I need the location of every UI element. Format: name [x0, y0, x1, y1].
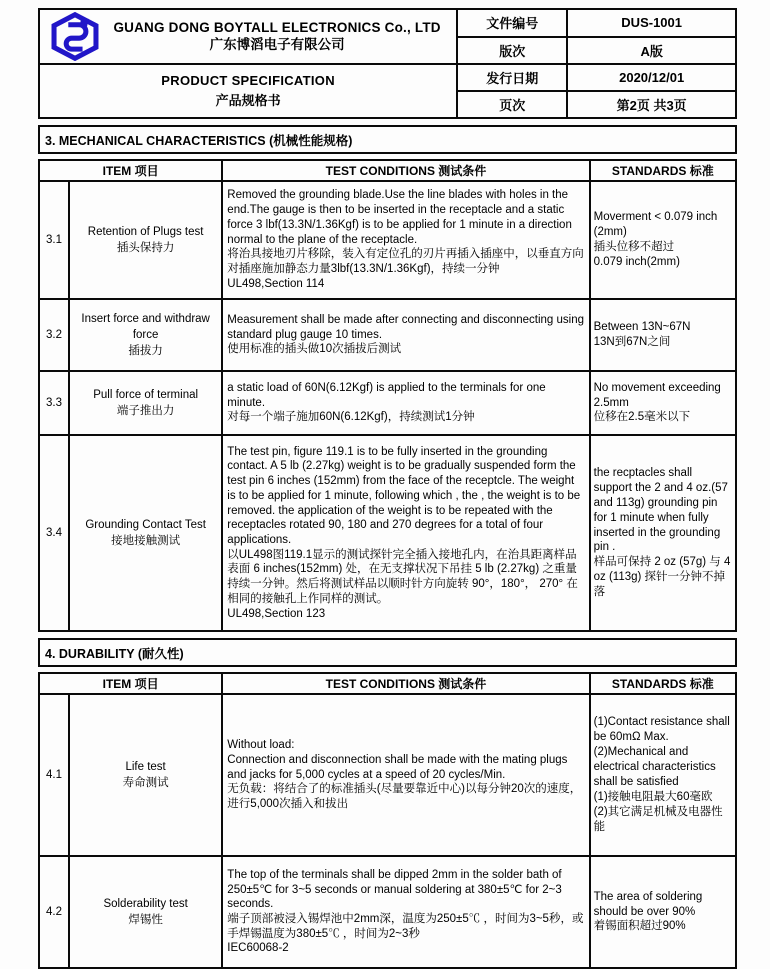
standards-cell — [590, 856, 736, 968]
standards-cell — [590, 299, 736, 371]
item-line: Retention of Plugs test — [87, 225, 204, 238]
standards-cell — [590, 435, 736, 631]
condition-paragraph: Measurement shall be made after connecting and disconnecting using standard plug gauge 10 times. — [227, 313, 585, 341]
info-value-revision: A版 — [567, 37, 736, 65]
test-conditions-cell — [222, 435, 589, 631]
row-number-cell: 3.2 — [39, 299, 69, 371]
item-line: Insert force and withdraw force — [81, 312, 210, 341]
test-conditions-cell — [222, 181, 589, 299]
info-label-doc-number: 文件编号 — [457, 9, 567, 37]
spec-row — [39, 181, 736, 299]
section-title-durability: 4. DURABILITY (耐久性) — [38, 638, 737, 667]
item-line: 端子推出力 — [116, 405, 175, 417]
item-line: Solderability test — [103, 897, 188, 910]
row-number-cell: 3.4 — [39, 435, 69, 631]
document-title-cell — [39, 64, 457, 118]
info-value-issue-date: 2020/12/01 — [567, 64, 736, 91]
info-label-page: 页次 — [457, 91, 567, 118]
condition-paragraph: IEC60068-2 — [227, 942, 289, 955]
condition-paragraph: 无负载：将结合了的标准插头(尽量要靠近中心)以每分钟20次的速度，进行5,000次插入和拔出 — [227, 783, 582, 811]
condition-paragraph: Connection and disconnection shall be made with the mating plugs and jacks for 5,000 cycles at a speed of 20 cycles/Min. — [227, 753, 568, 781]
mechanical-characteristics-table — [38, 159, 737, 632]
spec-row — [39, 856, 736, 968]
document-title-cn: 产品规格书 — [215, 93, 281, 108]
section-title-mechanical: 3. MECHANICAL CHARACTERISTICS (机械性能规格) — [38, 125, 737, 154]
spec-row — [39, 435, 736, 631]
document-header — [38, 8, 737, 119]
condition-paragraph: Removed the grounding blade.Use the line blades with holes in the end.The gauge is then to be inserted in the receptacle and a static force 3 lbf(13.3N/1.36Kgf) is to be applied for 1 minute in a direction normal to the plane of the receptacle. — [227, 189, 572, 246]
condition-paragraph: a static load of 60N(6.12Kgf) is applied to the terminals for one minute. — [227, 381, 546, 409]
standard-paragraph: 位移在2.5毫米以下 — [593, 411, 691, 424]
standard-paragraph: 插头位移不超过 — [593, 241, 675, 253]
spec-row — [39, 371, 736, 435]
standard-paragraph: The area of soldering should be over 90% — [593, 890, 703, 918]
standard-paragraph: No movement exceeding 2.5mm — [593, 381, 721, 409]
col-header-standards: STANDARDS 标准 — [590, 673, 736, 694]
info-value-doc-number: DUS-1001 — [567, 9, 736, 37]
condition-paragraph: 将治具接地刃片移除，装入有定位孔的刃片再插入插座中，以垂直方向对插座施加静态力量3lbf(13.3N/1.36Kgf)，持续一分钟 — [227, 248, 584, 276]
standard-paragraph: 样品可保持 2 oz (57g) 与 4 oz (113g) 探针一分钟不掉落 — [593, 556, 731, 599]
item-line: 焊锡性 — [128, 914, 163, 926]
test-conditions-cell — [222, 856, 589, 968]
item-line: 插头保持力 — [116, 242, 175, 254]
item-line: 插拔力 — [128, 345, 163, 358]
condition-paragraph: The test pin, figure 119.1 is to be fully inserted in the grounding contact. A 5 lb (2.27kg) weight is to be gradually suspended form the test pin 6 inches (152mm) from the face of the receptcle. The weight is to be applied for 1 minute, following which , the , the weight is to be removed. the application of the weight is to be repeated with the receptacles rotated 90, 180 and 270 degrees for a total of four applications. — [227, 445, 581, 546]
spec-row — [39, 694, 736, 856]
condition-paragraph: 使用标准的插头做10次插拔后测试 — [227, 343, 402, 356]
item-cell — [69, 856, 222, 968]
standard-paragraph: (2)Mechanical and electrical characteristics shall be satisfied — [593, 746, 716, 788]
condition-paragraph: Without load: — [227, 739, 295, 752]
item-line: Life test — [125, 760, 166, 773]
info-value-page: 第2页 共3页 — [567, 91, 736, 118]
col-header-standards: STANDARDS 标准 — [590, 160, 736, 181]
item-cell — [69, 299, 222, 371]
item-cell — [69, 181, 222, 299]
col-header-conditions: TEST CONDITIONS 测试条件 — [222, 673, 589, 694]
item-line: Grounding Contact Test — [85, 518, 206, 531]
standards-cell — [590, 181, 736, 299]
col-header-item: ITEM 项目 — [39, 673, 222, 694]
info-label-issue-date: 发行日期 — [457, 64, 567, 91]
table-header-row — [39, 673, 736, 694]
item-cell — [69, 435, 222, 631]
standard-paragraph: 13N到67N之间 — [593, 336, 671, 348]
standard-paragraph: 着锡面积超过90% — [593, 920, 686, 933]
item-cell — [69, 694, 222, 856]
item-cell — [69, 371, 222, 435]
condition-paragraph: UL498,Section 123 — [227, 607, 326, 620]
standard-paragraph: the recptacles shall support the 2 and 4 oz.(57 and 113g) grounding pin for 1 minute when fully inserted in the grounding pin . — [593, 466, 728, 554]
row-number-cell: 4.2 — [39, 856, 69, 968]
spec-row — [39, 299, 736, 371]
company-name-en: GUANG DONG BOYTALL ELECTRONICS Co., LTD — [113, 19, 441, 35]
standard-paragraph: (2)其它满足机械及电器性能 — [593, 805, 723, 833]
row-number-cell: 4.1 — [39, 694, 69, 856]
company-logo-icon — [46, 12, 104, 61]
condition-paragraph: 对每一个端子施加60N(6.12Kgf)，持续测试1分钟 — [227, 411, 475, 424]
row-number-cell: 3.3 — [39, 371, 69, 435]
info-label-revision: 版次 — [457, 37, 567, 65]
standard-paragraph: Moverment < 0.079 inch (2mm) — [593, 211, 718, 239]
item-line: 接地接触测试 — [111, 535, 181, 547]
col-header-conditions: TEST CONDITIONS 测试条件 — [222, 160, 589, 181]
standard-paragraph: Between 13N~67N — [593, 321, 691, 334]
standards-cell — [590, 694, 736, 856]
item-line: Pull force of terminal — [93, 388, 199, 401]
standard-paragraph: (1)接触电阻最大60毫欧 — [593, 790, 713, 803]
item-line: 寿命测试 — [122, 777, 169, 789]
test-conditions-cell — [222, 694, 589, 856]
standard-paragraph: (1)Contact resistance shall be 60mΩ Max. — [593, 716, 730, 744]
condition-paragraph: The top of the terminals shall be dipped 2mm in the solder bath of 250±5℃ for 3~5 seconds or manual soldering at 380±5℃ for 2~3 seconds. — [227, 868, 562, 911]
company-name-cn: 广东博滔电子有限公司 — [209, 36, 345, 52]
test-conditions-cell — [222, 371, 589, 435]
durability-table — [38, 672, 737, 969]
condition-paragraph: 端子顶部被浸入锡焊池中2mm深，温度为250±5℃ ，时间为3~5秒，或手焊锡温度为380±5℃ ，时间为2~3秒 — [227, 913, 584, 940]
condition-paragraph: 以UL498图119.1显示的测试探针完全插入接地孔内，在治具距离样品表面 6 inches(152mm) 处，在无支撑状况下吊挂 5 lb (2.27kg) 之重量持续一分钟。然后将测试样品以顺时针方向旋转 90°，180°， 270° 在相同的接触孔上作同样的测试。 — [227, 548, 578, 605]
table-header-row — [39, 160, 736, 181]
test-conditions-cell — [222, 299, 589, 371]
company-name — [104, 20, 450, 54]
standards-cell — [590, 371, 736, 435]
col-header-item: ITEM 项目 — [39, 160, 222, 181]
row-number-cell: 3.1 — [39, 181, 69, 299]
company-header-cell — [39, 9, 457, 64]
condition-paragraph: UL498,Section 114 — [227, 277, 325, 290]
standard-paragraph: 0.079 inch(2mm) — [593, 255, 680, 268]
document-title-en: PRODUCT SPECIFICATION — [161, 73, 335, 88]
